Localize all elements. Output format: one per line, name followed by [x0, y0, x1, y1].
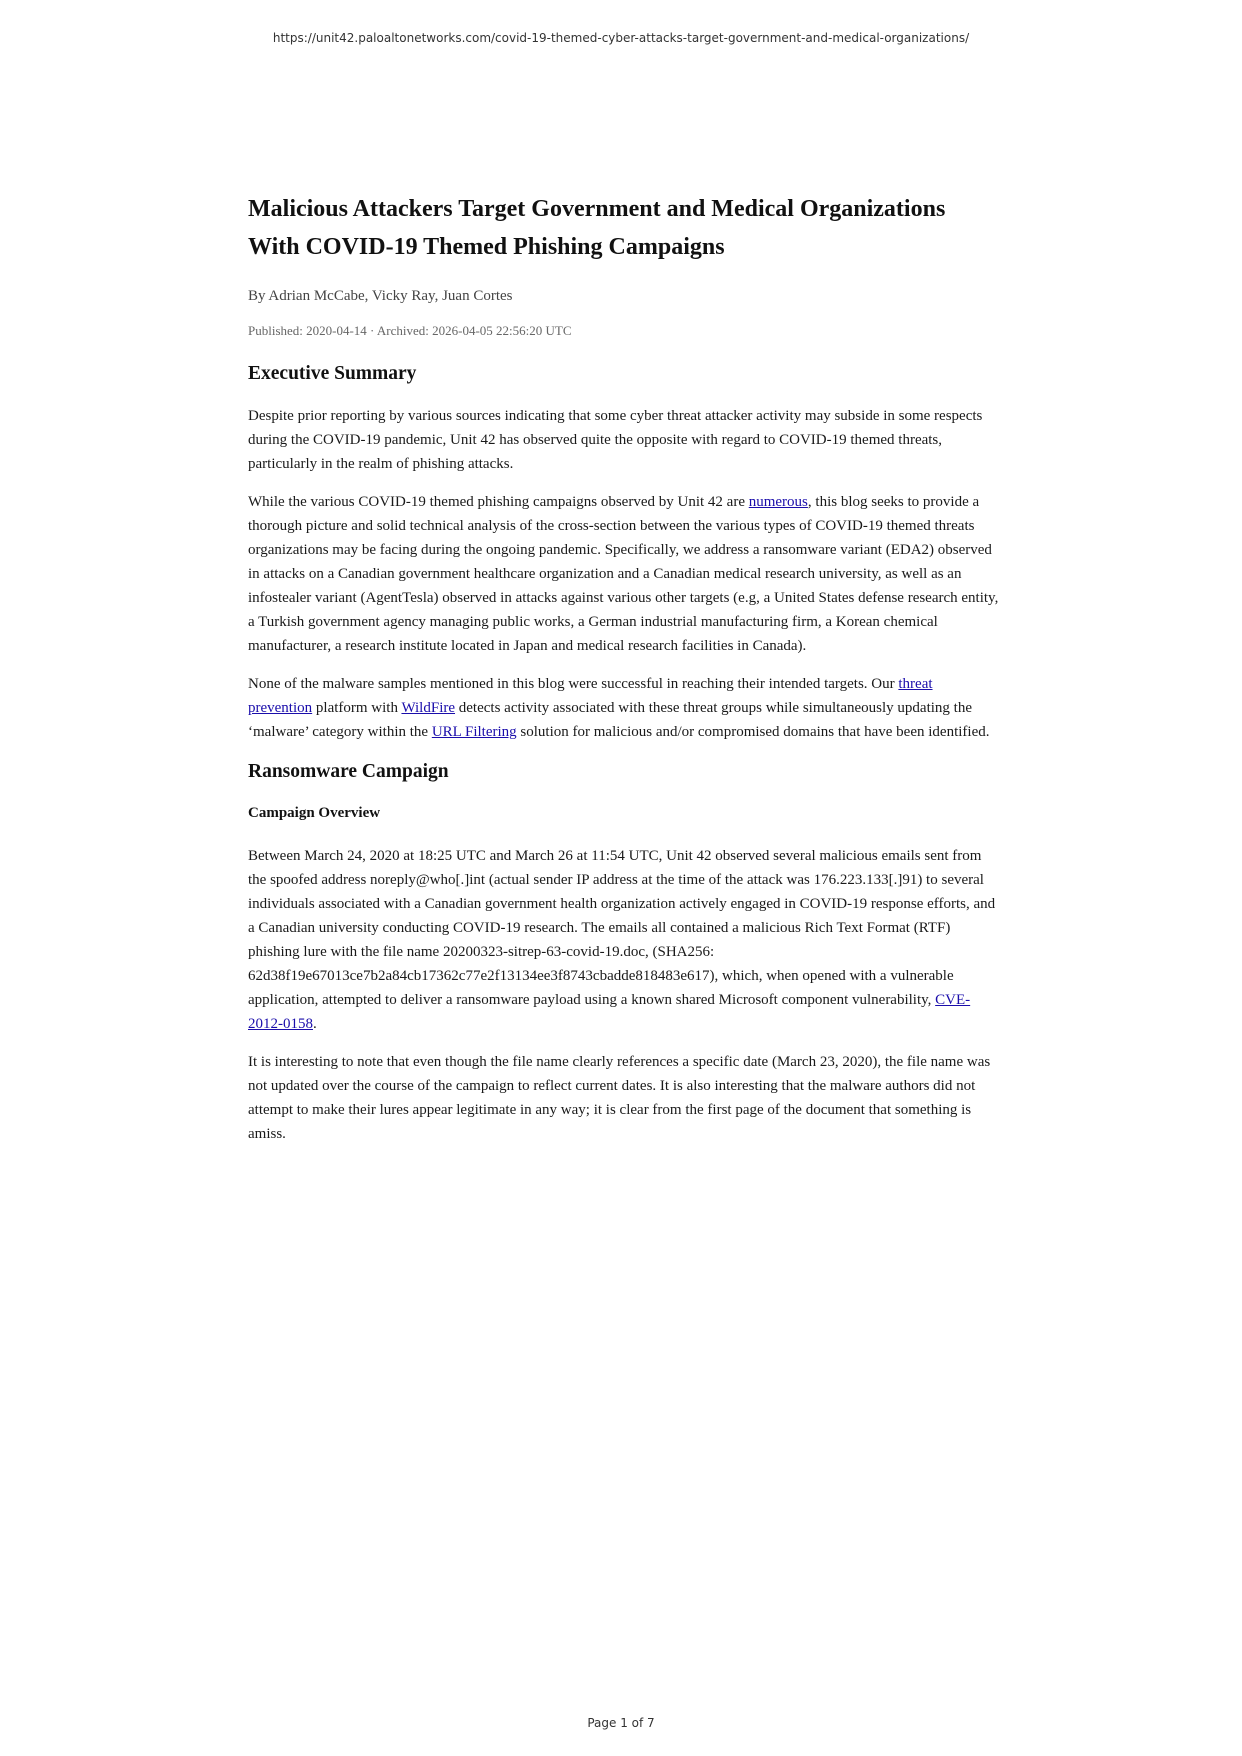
link-wildfire[interactable]: WildFire: [401, 700, 456, 716]
paragraph-text: platform with: [312, 700, 402, 716]
article-title-line-2: With COVID-19 Themed Phishing Campaigns: [248, 234, 725, 260]
link-numerous[interactable]: numerous: [748, 494, 808, 510]
ransomware-paragraph-2: It is interesting to note that even though the file name clearly references a specific date (March 23, 2020), the file name was not updated over the course of the campaign to reflect current dates. It is also interesting that the malware authors did not attempt to make their lures appear legitimate in any way; it is clear from the first page of the document that something is amiss.: [248, 1054, 991, 1142]
paragraph-text: .: [313, 1016, 317, 1032]
article-meta: Published: 2020-04-14 · Archived: 2026-04-05 22:56:20 UTC: [248, 323, 572, 338]
ransomware-paragraph-1: [248, 844, 1000, 1036]
exec-summary-paragraph-2: [248, 490, 1000, 658]
paragraph-text: solution for malicious and/or compromised domains that have been identified.: [516, 724, 990, 740]
link-cve-2012-0158[interactable]: CVE-2012-0158: [248, 992, 971, 1032]
link-threat-prevention[interactable]: threat prevention: [248, 676, 933, 716]
paragraph-text: None of the malware samples mentioned in this blog were successful in reaching their intended targets. Our: [248, 676, 899, 692]
paragraph-text: While the various COVID-19 themed phishing campaigns observed by Unit 42 are: [248, 494, 749, 510]
exec-summary-paragraph-1: Despite prior reporting by various sources indicating that some cyber threat attacker activity may subside in some respects during the COVID-19 pandemic, Unit 42 has observed quite the opposite with regard to COVID-19 themed threats, particularly in the realm of phishing attacks.: [248, 408, 983, 472]
heading-campaign-overview: Campaign Overview: [248, 805, 381, 821]
heading-executive-summary: Executive Summary: [248, 363, 417, 384]
paragraph-text: Between March 24, 2020 at 18:25 UTC and March 26 at 11:54 UTC, Unit 42 observed several malicious emails sent from the spoofed address noreply@who[.]int (actual sender IP address at the time of the attack was 176.223.133[.]91) to several individuals associated with a Canadian government health organization actively engaged in COVID-19 response efforts, and a Canadian university conducting COVID-19 research. The emails all contained a malicious Rich Text Format (RTF) phishing lure with the file name 20200323-sitrep-63-covid-19.doc, (SHA256: 62d38f19e67013ce7b2a84cb17362c77e2f13134ee3f8743cbadde818483e617), which, when opened with a vulnerable application, attempted to deliver a ransomware payload using a known shared Microsoft component vulnerability,: [248, 848, 996, 1008]
paragraph-text: , this blog seeks to provide a thorough picture and solid technical analysis of the cross-section between the various types of COVID-19 themed threats organizations may be facing during the ongoing pandemic. Specifically, we address a ransomware variant (EDA2) observed in attacks on a Canadian government healthcare organization and a Canadian medical research university, as well as an infostealer variant (AgentTesla) observed in attacks against various other targets (e.g, a United States defense research entity, a Turkish government agency managing public works, a German industrial manufacturing firm, a Korean chemical manufacturer, a research institute located in Japan and medical research facilities in Canada).: [248, 494, 999, 654]
article: [248, 190, 1000, 1160]
page-number: Page 1 of 7: [587, 1716, 655, 1730]
paragraph-text: detects activity associated with these threat groups while simultaneously updating the ‘malware’ category within the: [248, 700, 972, 740]
article-byline: By Adrian McCabe, Vicky Ray, Juan Cortes: [248, 288, 513, 304]
exec-summary-paragraph-3: [248, 672, 1000, 744]
link-url-filtering[interactable]: URL Filtering: [431, 724, 517, 740]
article-title-line-1: Malicious Attackers Target Government and Medical Organizations: [248, 196, 946, 222]
article-title: [248, 190, 1000, 266]
heading-ransomware-campaign: Ransomware Campaign: [248, 761, 449, 782]
page-header-url: https://unit42.paloaltonetworks.com/covid-19-themed-cyber-attacks-target-government-and-medical-organizations/: [272, 31, 970, 45]
